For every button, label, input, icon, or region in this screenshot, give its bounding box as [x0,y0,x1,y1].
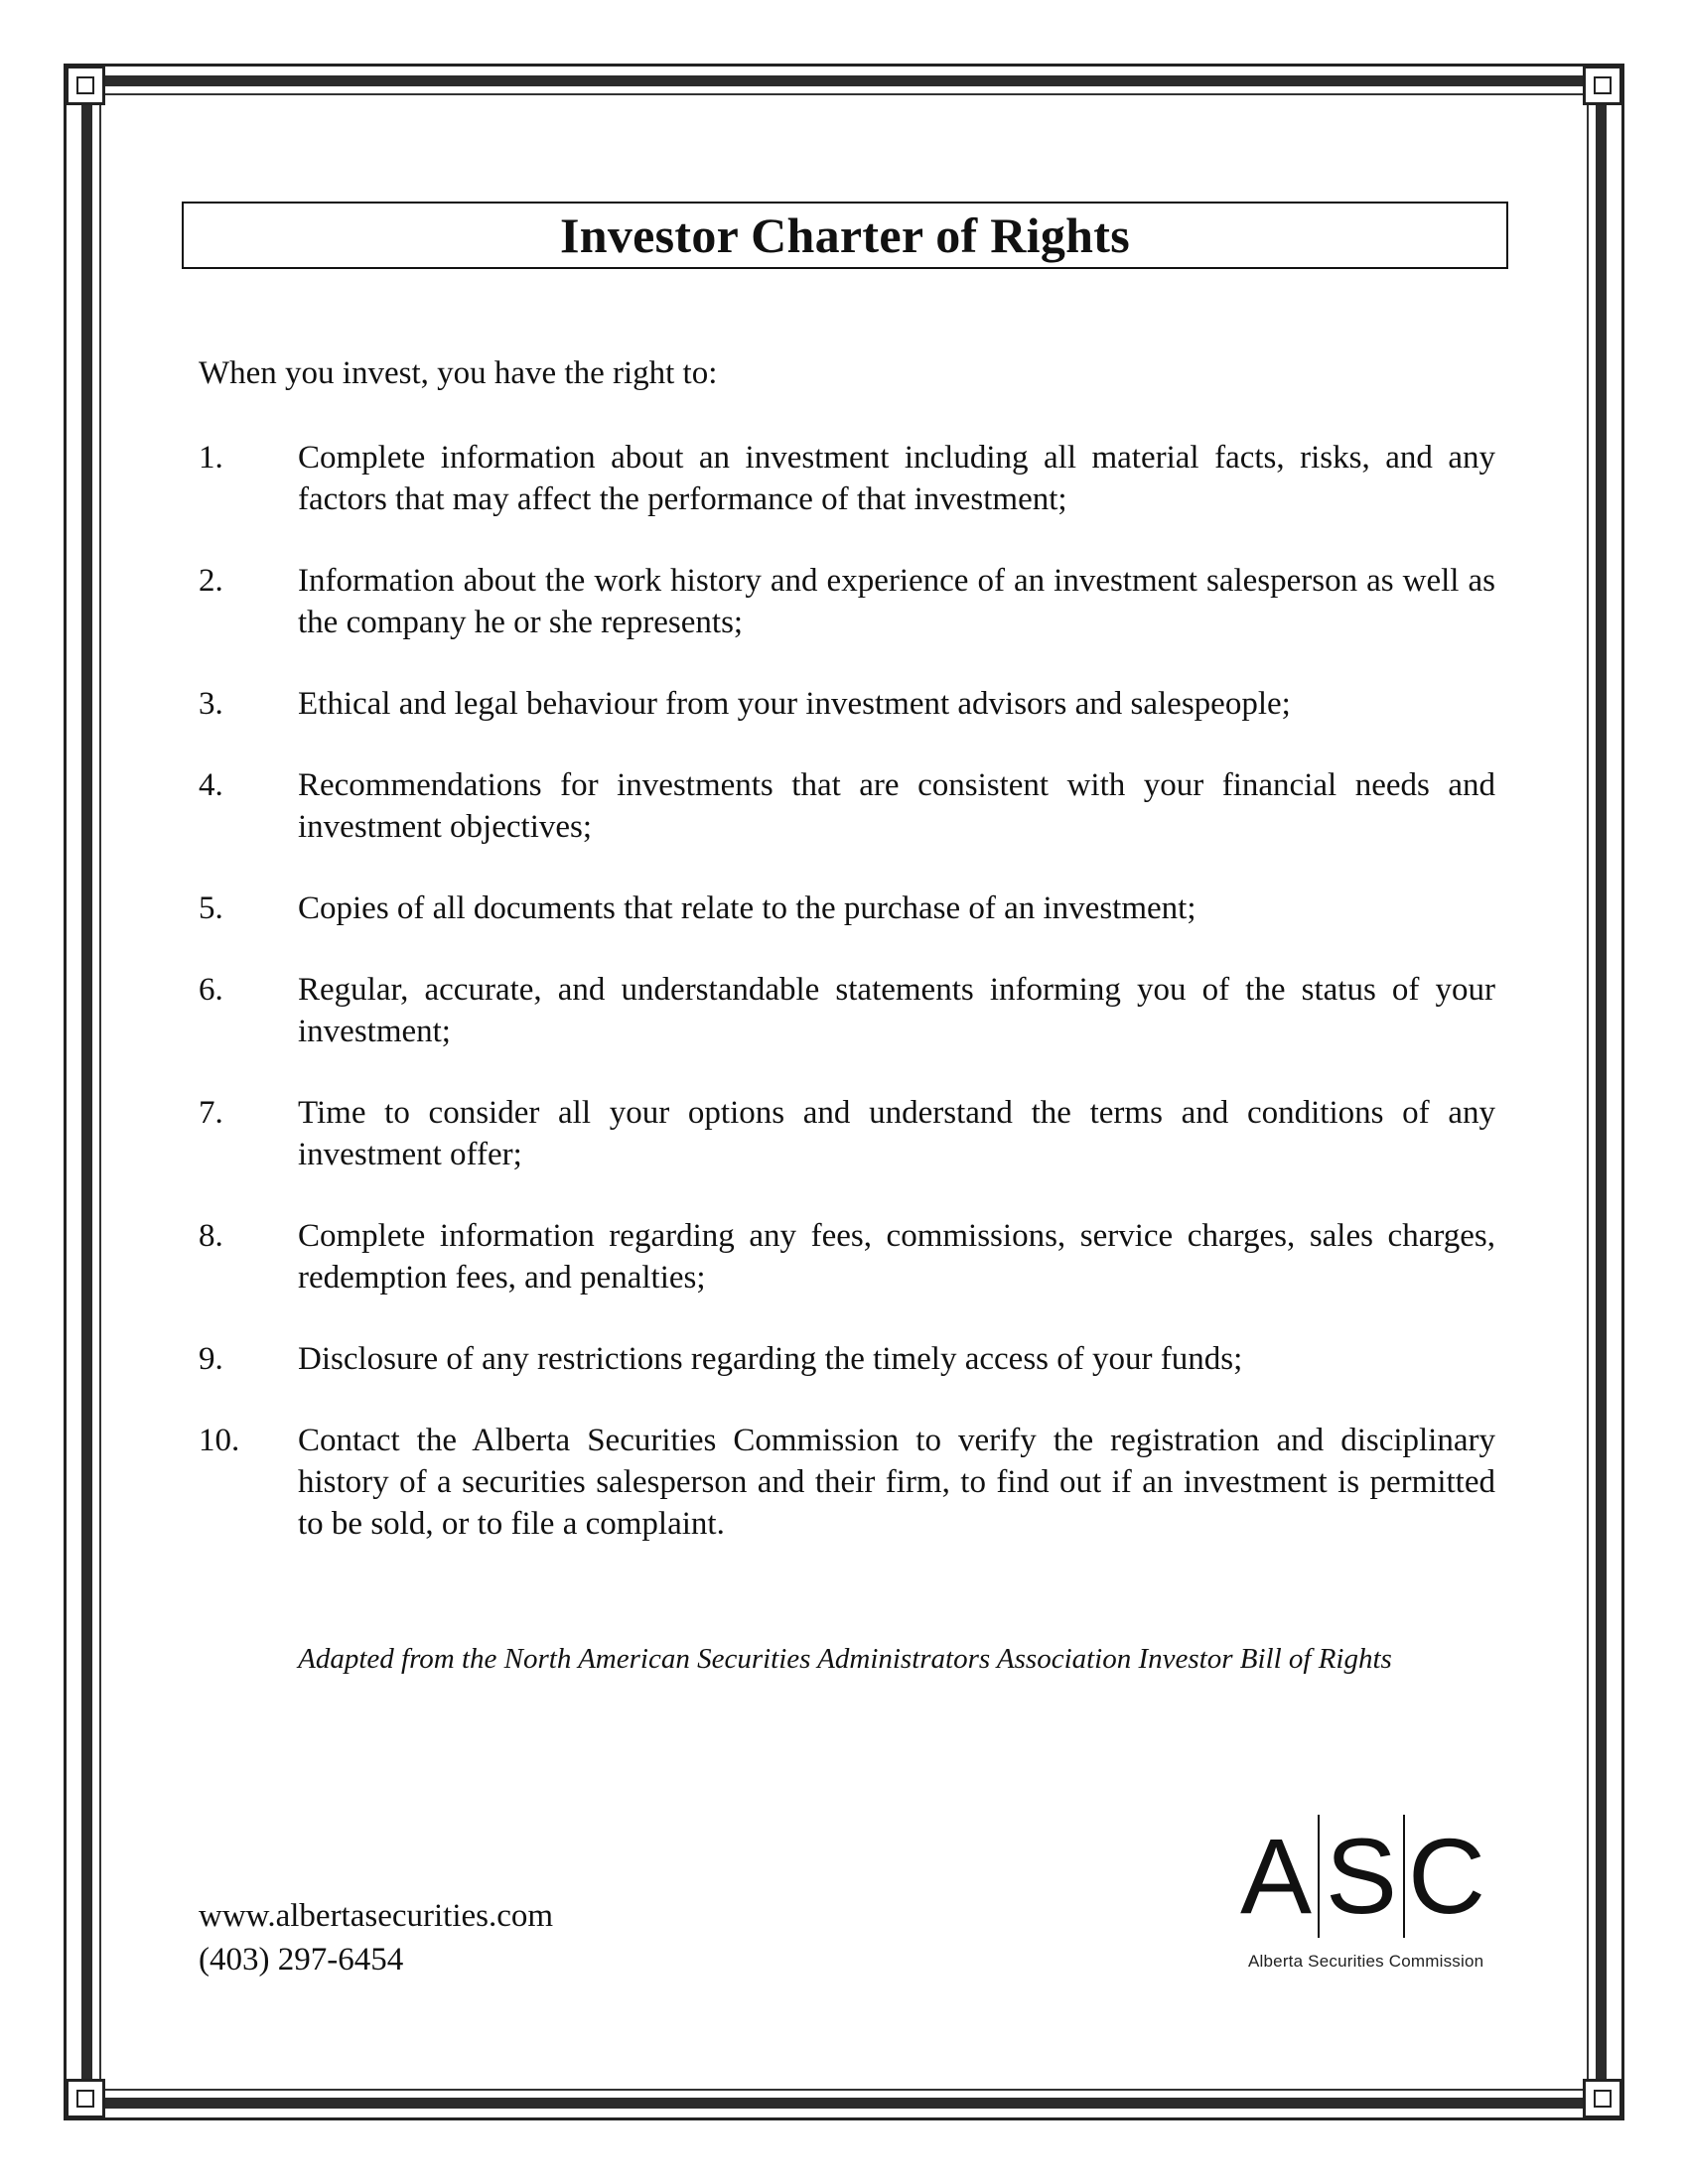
phone-number: (403) 297-6454 [199,1942,404,1978]
title-box [182,202,1508,269]
item-text: Complete information about an investment including all material facts, risks, and any factors that may affect the performance of that investment; [298,440,1495,517]
list-item [199,887,1495,929]
item-number: 7. [199,1095,223,1131]
list-item [199,969,1495,1052]
item-number: 2. [199,563,223,599]
list-item [199,1420,1495,1545]
border-corner-top-left [66,66,105,105]
list-item [199,1092,1495,1175]
logo-letter-s: S [1325,1816,1398,1936]
list-item [199,683,1495,725]
item-number: 4. [199,767,223,803]
item-number: 8. [199,1218,223,1254]
item-text: Complete information regarding any fees, commissions, service charges, sales charges, redemption fees, and penalties; [298,1218,1495,1296]
item-number: 3. [199,686,223,722]
item-text: Time to consider all your options and understand the terms and conditions of any investment offer; [298,1095,1495,1172]
source-credit: Adapted from the North American Securities Administrators Association Investor Bill of Rights [298,1643,1392,1675]
border-corner-bottom-left [66,2079,105,2118]
item-number: 1. [199,440,223,476]
logo-caption: Alberta Securities Commission [1248,1952,1484,1971]
item-text: Disclosure of any restrictions regarding the timely access of your funds; [298,1341,1243,1377]
logo-letter-a: A [1239,1816,1313,1936]
item-text: Copies of all documents that relate to the purchase of an investment; [298,890,1196,926]
item-number: 6. [199,972,223,1008]
item-number: 5. [199,890,223,926]
logo-divider [1403,1815,1405,1938]
item-number: 9. [199,1341,223,1377]
item-text: Ethical and legal behaviour from your investment advisors and salespeople; [298,686,1291,722]
logo-letters [1236,1815,1486,1938]
intro-text: When you invest, you have the right to: [199,355,718,391]
logo-divider [1318,1815,1320,1938]
list-item [199,1338,1495,1380]
page-title: Investor Charter of Rights [560,207,1130,263]
item-text: Regular, accurate, and understandable statements informing you of the status of your investment; [298,972,1495,1049]
item-text: Recommendations for investments that are consistent with your financial needs and investment objectives; [298,767,1495,845]
website-link[interactable]: www.albertasecurities.com [199,1898,554,1934]
border-corner-top-right [1583,66,1622,105]
item-number: 10. [199,1423,240,1458]
list-item [199,560,1495,643]
logo-letter-c: C [1408,1816,1485,1936]
list-item [199,764,1495,848]
item-text: Contact the Alberta Securities Commission to verify the registration and disciplinary history of a securities salesperson and their firm, to find out if an investment is permitted to be sold, or to file a complaint. [298,1423,1495,1542]
list-item [199,1215,1495,1298]
contact-info [199,1894,553,1981]
item-text: Information about the work history and experience of an investment salesperson as well as the company he or she represents; [298,563,1495,640]
border-corner-bottom-right [1583,2079,1622,2118]
asc-logo [1236,1815,1504,1983]
list-item [199,437,1495,520]
rights-list [199,437,1495,1584]
